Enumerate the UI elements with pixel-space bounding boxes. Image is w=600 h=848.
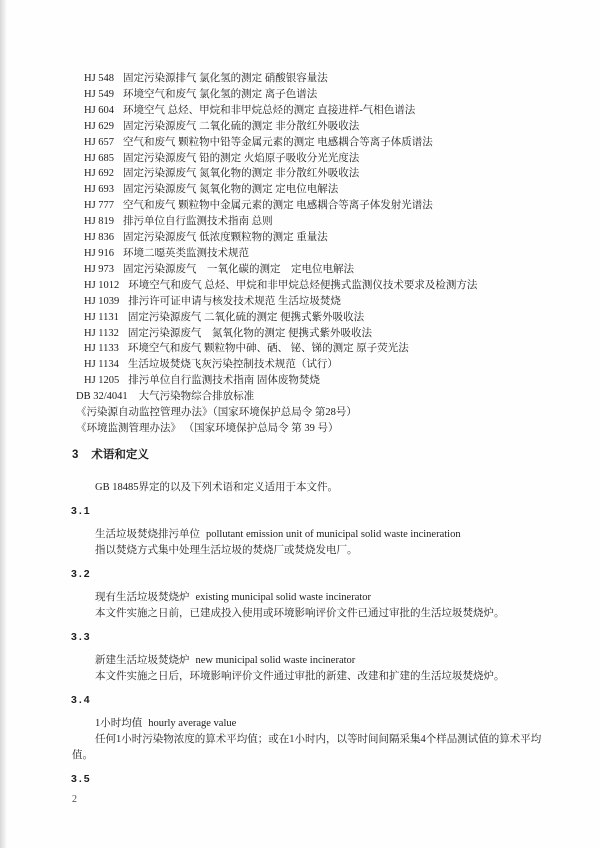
scan-edge [0,0,7,848]
page-number: 2 [72,794,77,805]
reference-item [0,198,600,214]
term-zh: 生活垃圾焚烧排污单位 [95,528,200,540]
term-definition: 任何1小时污染物浓度的算术平均值；或在1小时内，以等时间间隔采集4个样品测试值的算术平均值。 [72,733,542,761]
reference-item [0,294,600,310]
reference-item [0,214,600,230]
standard-code: HJ 1133 [84,343,119,355]
standard-title: 空气和废气 颗粒物中铅等金属元素的测定 电感耦合等离子体质谱法 [123,136,433,148]
term-line [72,653,544,669]
standard-title: 环境空气和废气 颗粒物中砷、硒、 铋、锑的测定 原子荧光法 [127,343,409,355]
standard-code: HJ 629 [84,120,115,132]
term-en: existing municipal solid waste incinerator [195,591,372,603]
reference-item [0,341,600,357]
term-line [72,716,544,732]
standard-title: 固定污染源废气 一氧化碳的测定 定电位电解法 [123,263,355,275]
standard-title: 大气污染物综合排放标准 [138,391,255,403]
reference-item [0,326,600,342]
standard-title: 固定污染源废气 二氧化硫的测定 便携式紫外吸收法 [127,311,365,323]
standard-code: HJ 657 [84,136,115,148]
term-definition: 指以焚烧方式集中处理生活垃圾的焚烧厂或焚烧发电厂。 [95,544,358,556]
standard-title: 生活垃圾焚烧飞灰污染控制技术规范（试行） [127,359,338,371]
term-zh: 1小时均值 [95,717,143,729]
standard-code: DB 32/4041 [76,391,128,403]
reference-item-db [0,389,600,405]
section-title: 术语和定义 [91,448,149,461]
standard-code: HJ 692 [84,168,115,180]
reference-item [0,278,600,294]
standard-title: 环境空气和废气 氯化氢的测定 离子色谱法 [123,88,318,100]
standard-title: 固定污染源废气 二氧化硫的测定 非分散红外吸收法 [123,120,360,132]
standard-title: 排污许可证申请与核发技术规范 生活垃圾焚烧 [128,295,341,307]
standard-title: 排污单位自行监测技术指南 总则 [123,216,273,228]
standard-code: HJ 819 [84,216,115,228]
standard-code: HJ 1132 [84,327,119,339]
standard-title: 环境空气和废气 总烃、甲烷和非甲烷总烃便携式监测仪技术要求及检测方法 [128,279,478,291]
reference-item [0,373,600,389]
term-number: 3.5 [71,772,92,785]
reference-item [0,182,600,198]
term-line [72,590,544,606]
reference-item [0,87,600,103]
standard-title: 环境空气 总烃、甲烷和非甲烷总烃的测定 直接进样-气相色谱法 [123,104,416,116]
term-definition: 本文件实施之日前，已建成投入使用或环境影响评价文件已通过审批的生活垃圾焚烧炉。 [95,607,505,619]
section-heading [0,447,600,463]
reference-item [0,246,600,262]
terms-list [0,503,600,787]
standard-title: 固定污染源废气 铅的测定 火焰原子吸收分光光度法 [123,152,360,164]
standard-code: HJ 1134 [84,359,119,371]
term-zh: 新建生活垃圾焚烧炉 [95,654,190,666]
reference-item [0,230,600,246]
standard-code: HJ 604 [84,104,115,116]
term-number: 3.1 [71,504,92,517]
term-en: hourly average value [148,717,237,729]
term-number: 3.3 [71,630,92,643]
standard-title: 空气和废气 颗粒物中金属元素的测定 电感耦合等离子体发射光谱法 [123,200,433,212]
standard-title: 固定污染源废气 氮氧化物的测定 定电位电解法 [123,184,339,196]
standard-code: HJ 693 [84,184,115,196]
regulation-document: 《环境监测管理办法》 （国家环境保护总局令 第 39 号） [76,422,339,434]
standard-code: HJ 1039 [84,295,120,307]
standard-code: HJ 836 [84,232,115,244]
reference-item [0,310,600,326]
section-intro: GB 18485界定的以及下列术语和定义适用于本文件。 [95,481,338,493]
standard-title: 固定污染源排气 氯化氢的测定 硝酸银容量法 [123,73,328,84]
reference-item [0,135,600,151]
term-number: 3.2 [71,567,92,580]
section-number: 3 [72,448,79,461]
standard-code: HJ 549 [84,88,115,100]
standard-title: 固定污染源废气 氮氧化物的测定 便携式紫外吸收法 [127,327,373,339]
reference-item [0,71,600,87]
reference-list [0,71,600,389]
reference-item [0,262,600,278]
standard-code: HJ 685 [84,152,115,164]
term-definition: 本文件实施之日后，环境影响评价文件通过审批的新建、改建和扩建的生活垃圾焚烧炉。 [95,670,505,682]
reference-item [0,103,600,119]
term-line [72,527,544,543]
reference-item [0,119,600,135]
reference-item [0,166,600,182]
regulation-document: 《污染源自动监控管理办法》（国家环境保护总局令 第28号） [76,407,357,419]
term-number: 3.4 [71,693,92,706]
term-zh: 现有生活垃圾焚烧炉 [95,591,190,603]
term-en: new municipal solid waste incinerator [195,654,356,666]
standard-title: 排污单位自行监测技术指南 固体废物焚烧 [128,375,320,387]
term-en: pollutant emission unit of municipal solid waste incineration [206,528,461,540]
reference-item [0,357,600,373]
standard-code: HJ 1012 [84,279,120,291]
reference-item [0,151,600,167]
standard-title: 固定污染源废气 氮氧化物的测定 非分散红外吸收法 [123,168,360,180]
standard-title: 固定污染源废气 低浓度颗粒物的测定 重量法 [123,232,328,244]
standard-code: HJ 548 [84,73,115,84]
standard-code: HJ 777 [84,200,115,212]
standard-title: 环境二噁英类监测技术规范 [123,247,250,259]
standard-code: HJ 973 [84,263,115,275]
standard-code: HJ 1205 [84,375,120,387]
standard-code: HJ 1131 [84,311,119,323]
standard-code: HJ 916 [84,247,115,259]
